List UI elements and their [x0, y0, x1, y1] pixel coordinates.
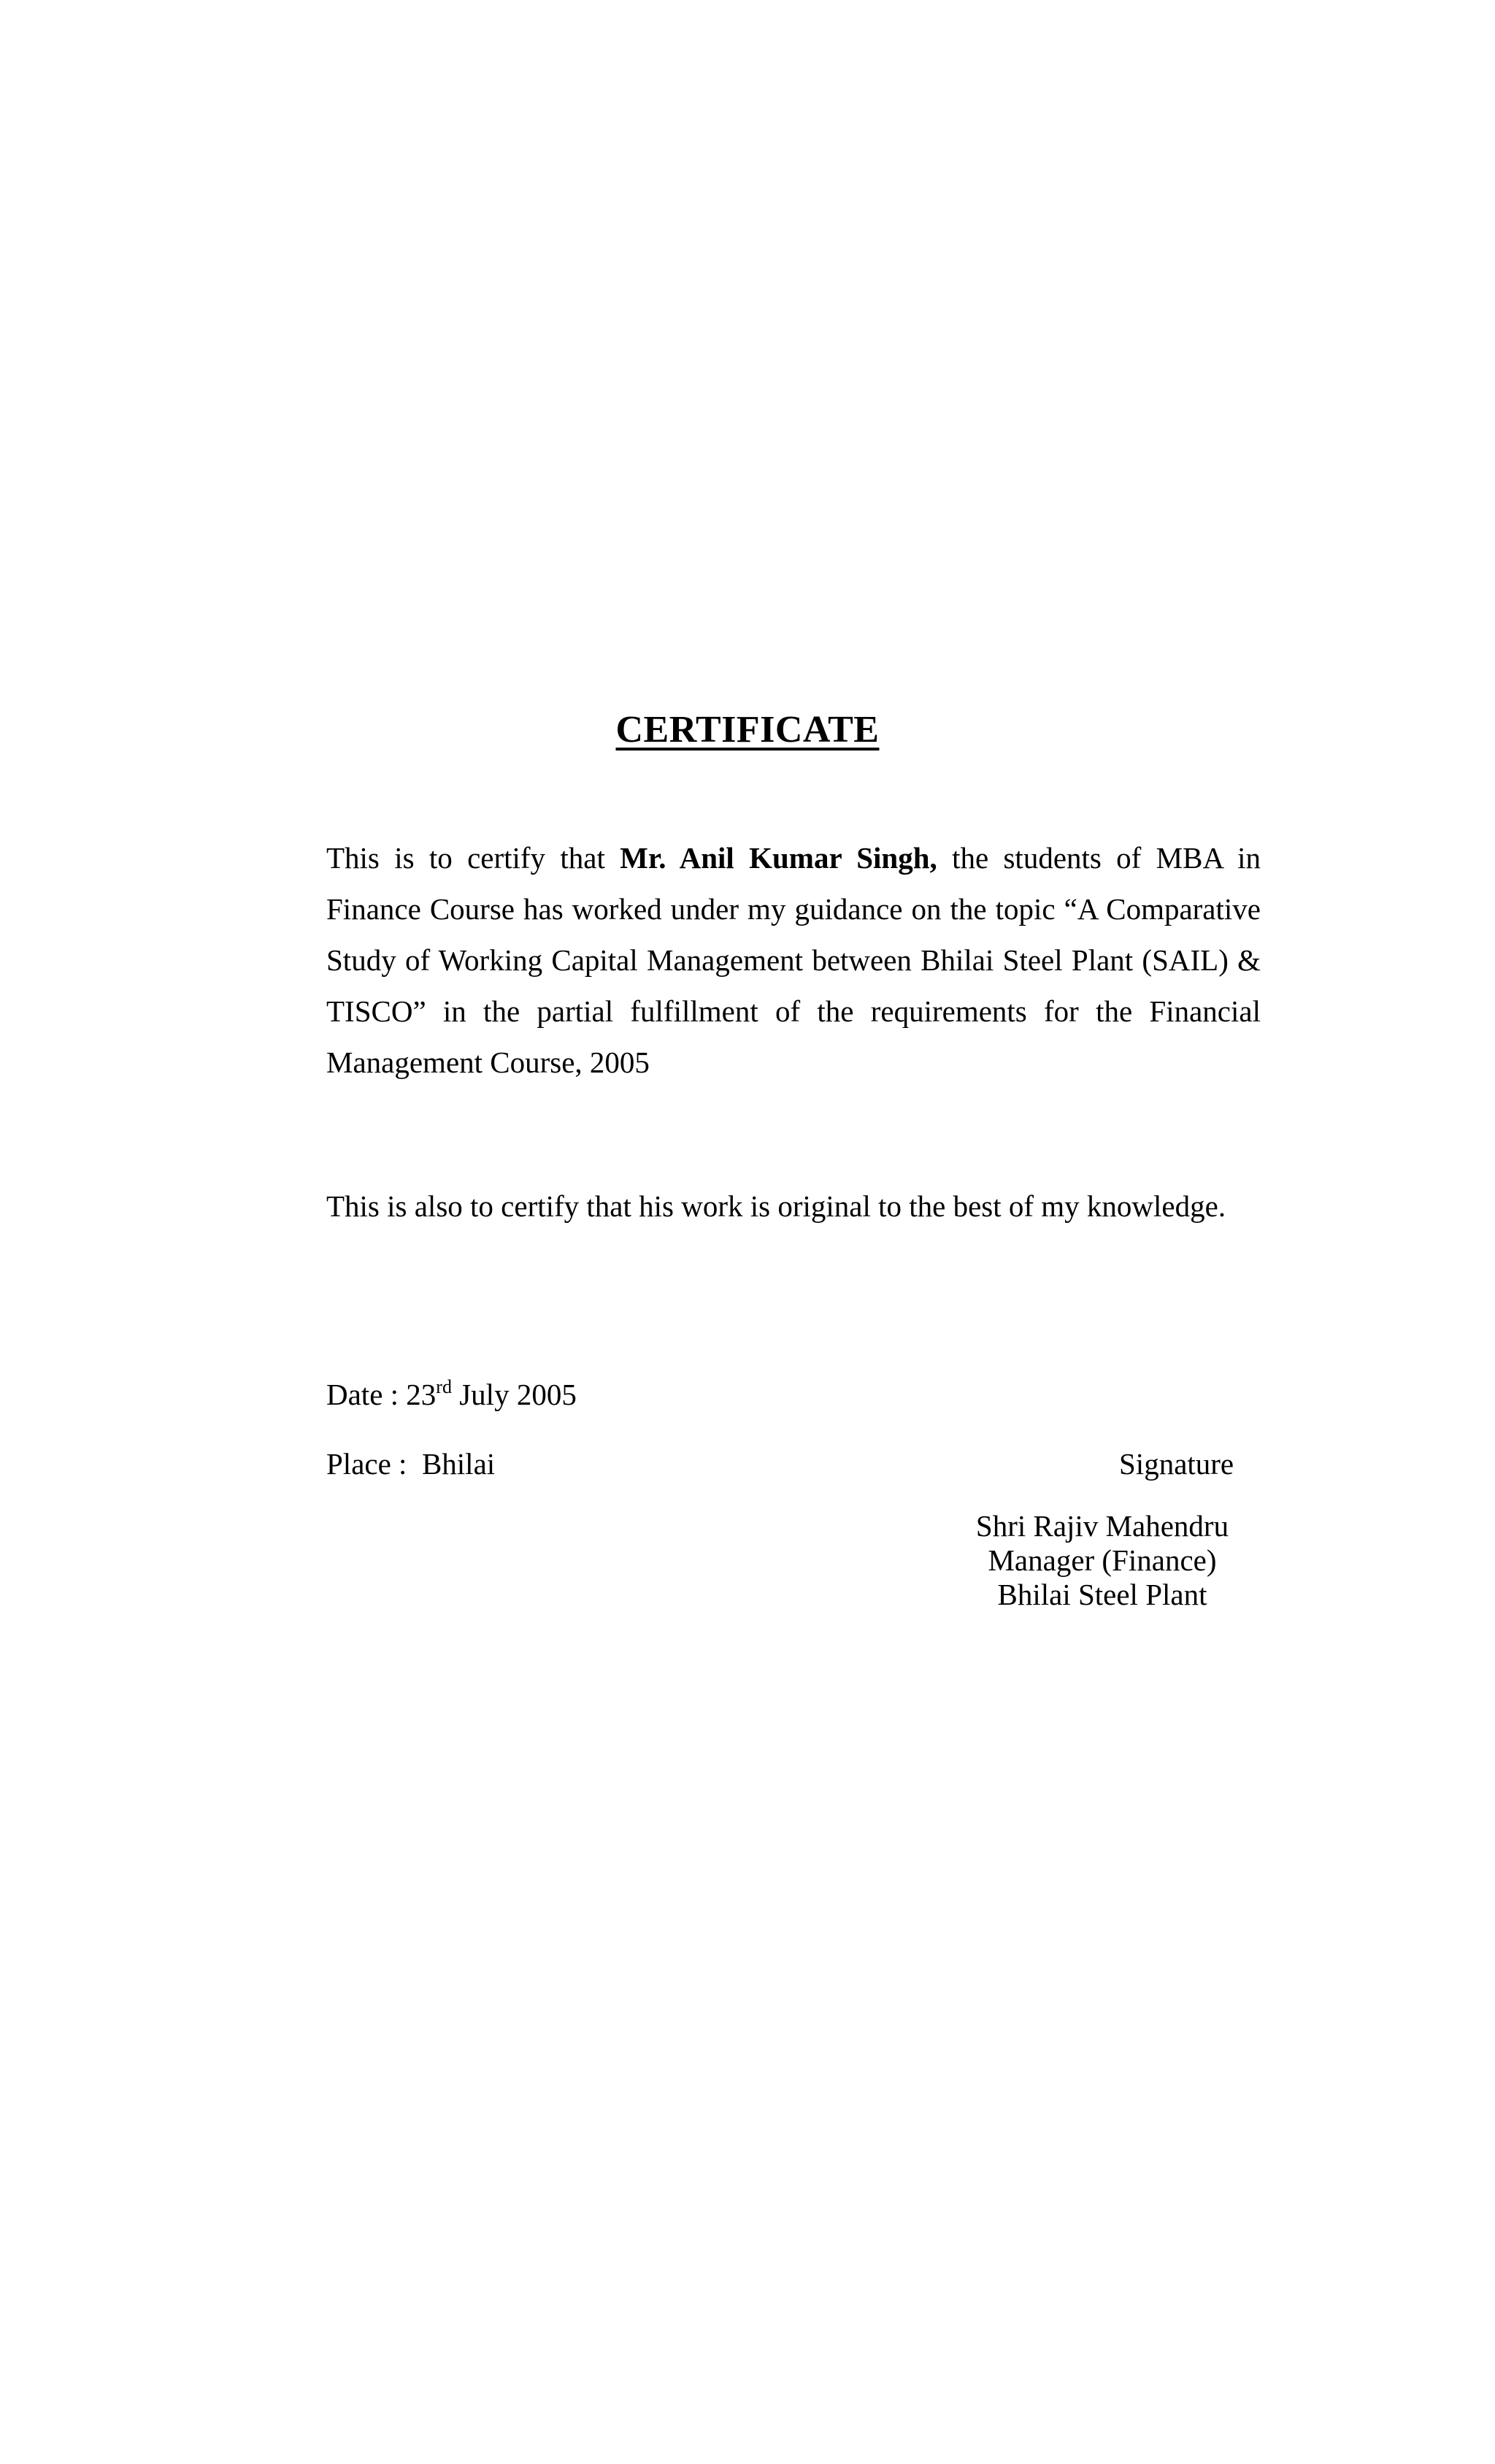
- place-label: Place :: [326, 1447, 422, 1481]
- signatory-name: Shri Rajiv Mahendru: [975, 1509, 1229, 1543]
- page-title: CERTIFICATE: [615, 709, 880, 751]
- place-value: Bhilai: [421, 1447, 496, 1481]
- date-day: 23: [406, 1378, 437, 1411]
- signatory-organization: Bhilai Steel Plant: [997, 1578, 1207, 1611]
- date-line: [326, 1373, 577, 1416]
- signature-label: Signature: [1119, 1447, 1234, 1481]
- signatory-title: Manager (Finance): [988, 1543, 1217, 1577]
- student-name: Mr. Anil Kumar Singh,: [620, 841, 937, 875]
- signatory-block: [942, 1509, 1263, 1612]
- originality-statement: This is also to certify that his work is original to the best of my knowledge.: [326, 1189, 1226, 1223]
- place-line: [326, 1442, 495, 1486]
- date-month-year: July 2005: [451, 1378, 577, 1411]
- date-label: Date :: [326, 1378, 407, 1411]
- paragraph-body: the students of MBA in Finance Course has worked under my guidance on the topic “A Comparative Study of Working Capital Management between Bhilai Steel Plant (SAIL) & TISCO” in the partial fulfillment of the requirements for the Financial Management Course, 2005: [326, 841, 1261, 1079]
- date-ordinal-suffix: rd: [436, 1376, 452, 1397]
- certificate-paragraph: [326, 832, 1261, 1088]
- paragraph-intro: This is to certify that: [326, 841, 620, 875]
